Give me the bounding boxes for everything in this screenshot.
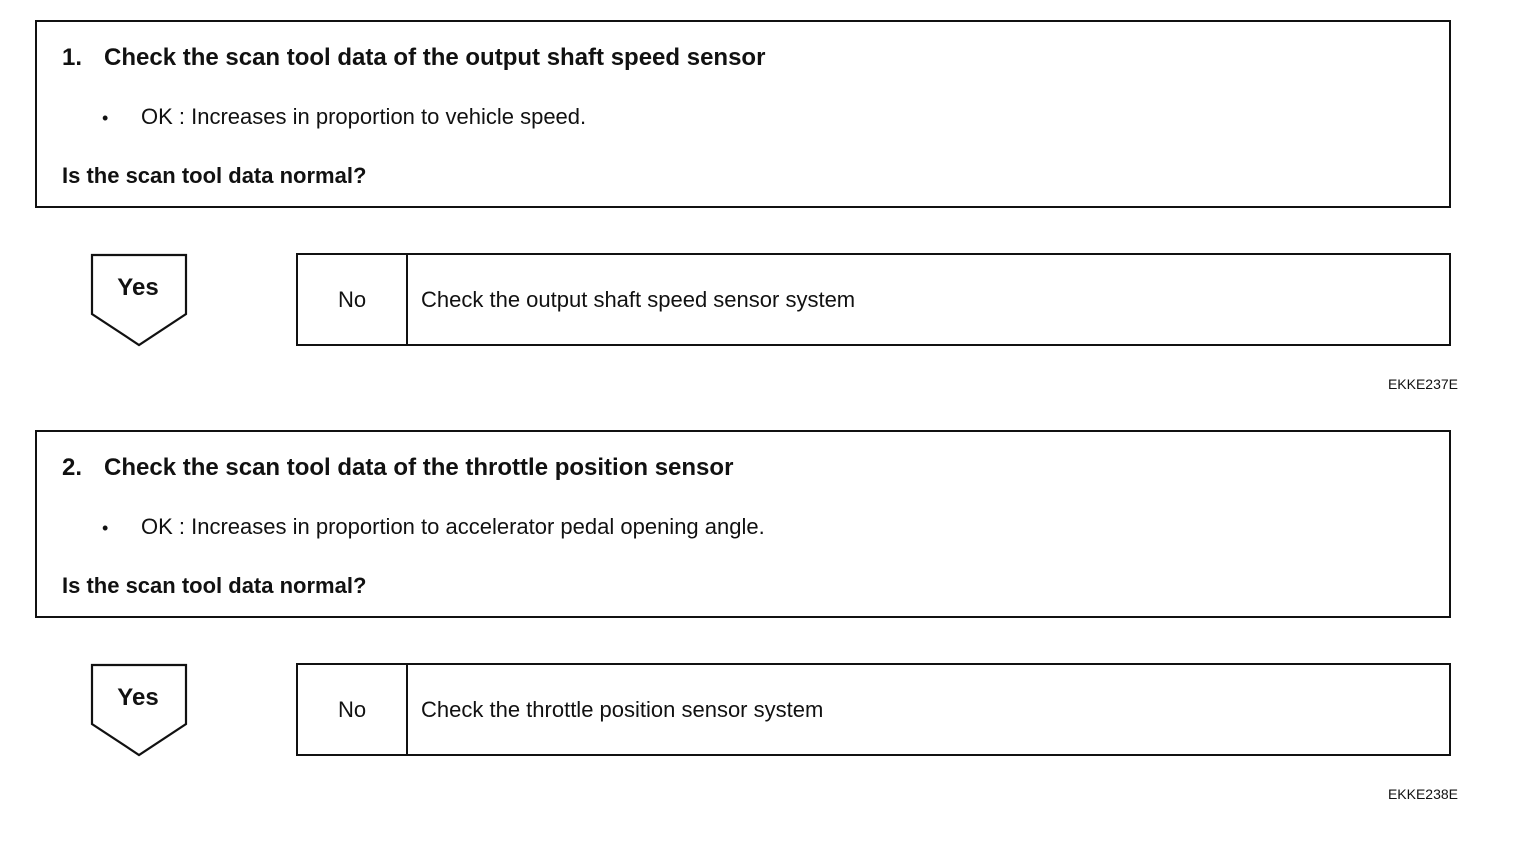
step-title-text: Check the scan tool data of the output shaft speed sensor (104, 44, 766, 71)
check-box (35, 20, 1451, 208)
decision-question: Is the scan tool data normal? (62, 163, 367, 188)
yes-label: Yes (117, 684, 159, 711)
ok-criteria (102, 514, 765, 540)
ok-criteria (102, 104, 586, 130)
bullet-icon: • (102, 518, 109, 538)
yes-label: Yes (117, 274, 159, 301)
step-number: 2. (62, 454, 83, 481)
no-label: No (298, 665, 408, 754)
figure-code: EKKE238E (1387, 786, 1458, 802)
check-box (35, 430, 1451, 618)
no-label: No (298, 255, 408, 344)
decision-question: Is the scan tool data normal? (62, 573, 367, 598)
ok-criteria-text: OK : Increases in proportion to vehicle speed. (141, 104, 587, 129)
ok-criteria-text: OK : Increases in proportion to accelerator pedal opening angle. (141, 514, 765, 539)
no-action-text: Check the output shaft speed sensor system (421, 286, 856, 312)
step-title (62, 454, 733, 482)
step-title (62, 44, 765, 72)
figure-code: EKKE237E (1387, 376, 1458, 392)
no-action-text: Check the throttle position sensor system (421, 696, 824, 722)
bullet-icon: • (102, 108, 109, 128)
diagnostic-step-2 (0, 410, 1536, 820)
step-number: 1. (62, 44, 83, 71)
no-branch-box (296, 663, 1451, 756)
diagnostic-step-1 (0, 0, 1536, 410)
no-branch-box (296, 253, 1451, 346)
step-title-text: Check the scan tool data of the throttle position sensor (104, 454, 734, 481)
